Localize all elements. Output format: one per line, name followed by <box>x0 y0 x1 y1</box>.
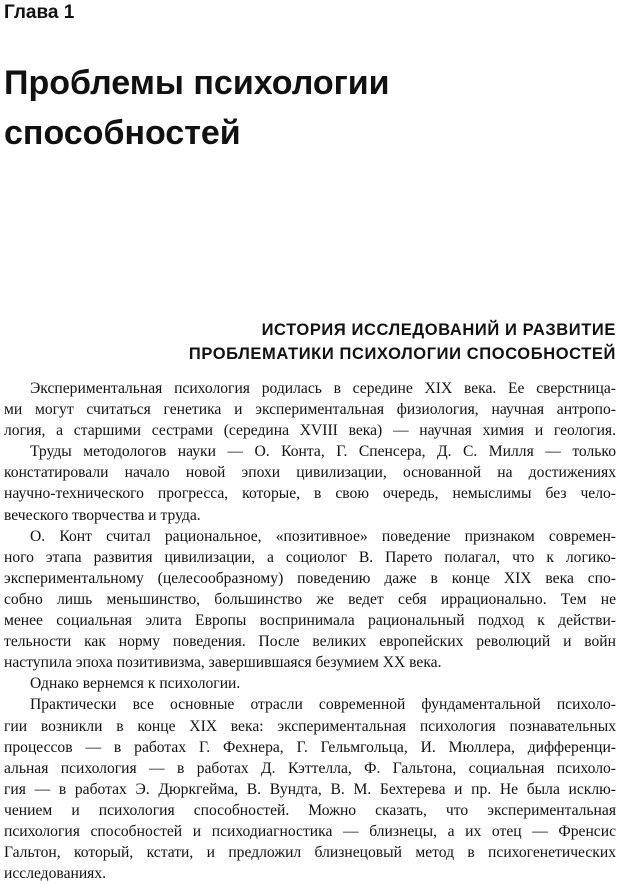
text-line: тельности как норму поведения. После великих европейских революций и войн <box>4 633 616 651</box>
text-line: процессов — в работах Г. Фехнера, Г. Гельмгольца, И. Мюллера, дифференци- <box>4 738 616 756</box>
chapter-title <box>4 58 604 158</box>
text-line: менее социальная элита Европы воспринимала рациональный подход к действи- <box>4 612 616 630</box>
section-heading-line: ИСТОРИЯ ИССЛЕДОВАНИЙ И РАЗВИТИЕ <box>261 321 616 339</box>
text-line: чением и психология способностей. Можно сказать, что экспериментальная <box>4 801 616 819</box>
section-heading-line: ПРОБЛЕМАТИКИ ПСИХОЛОГИИ СПОСОБНОСТЕЙ <box>188 345 616 363</box>
text-line: констатировали начало новой эпохи цивилизации, основанной на достижениях <box>4 464 616 482</box>
text-line: веческого творчества и труда. <box>4 506 201 524</box>
text-line: логия, а старшими сестрами (середина XVIII века) — научная химия и геология. <box>4 422 616 440</box>
chapter-title-line: способностей <box>4 114 241 152</box>
text-line: исследованиях. <box>4 865 107 883</box>
text-line: ного этапа развития цивилизации, а социолог В. Парето полагал, что к логико- <box>4 548 616 566</box>
text-line: Практически все основные отрасли современной фундаментальной психоло- <box>30 696 616 714</box>
text-line: гии возникли в конце XIX века: экспериментальная психология познавательных <box>4 717 616 735</box>
text-line: ми могут считаться генетика и экспериментальная физиология, научная антропо- <box>4 401 616 419</box>
text-line: Труды методологов науки — О. Конта, Г. Спенсера, Д. С. Милля — только <box>30 443 616 461</box>
chapter-label: Глава 1 <box>4 2 75 23</box>
text-line: собно лишь меньшинство, большинство же ведет себя иррационально. Тем не <box>4 590 616 608</box>
text-line: психология способностей и психодиагностика — близнецы, а их отец — Френсис <box>4 822 616 840</box>
chapter-title-line: Проблемы психологии <box>4 64 390 102</box>
text-line: гия — в работах Э. Дюркгейма, В. Вундта, В. М. Бехтерева и пр. Не была исклю- <box>4 780 616 798</box>
text-line: Экспериментальная психология родилась в середине XIX века. Ее сверстница- <box>30 380 616 397</box>
text-line: научно-технического прогресса, которые, в свою очередь, немыслимы без чело- <box>4 485 616 503</box>
text-line: Гальтон, который, кстати, и предложил близнецовый метод в психогенетических <box>4 844 616 862</box>
text-line: Однако вернемся к психологии. <box>30 675 241 693</box>
text-line: наступила эпоха позитивизма, завершившаяся безумием XX века. <box>4 654 442 672</box>
text-line: альная психология — в работах Д. Кэттелла, Ф. Гальтона, социальная психоло- <box>4 759 616 777</box>
text-line: О. Конт считал рациональное, «позитивное» поведение признаком современ- <box>30 527 616 545</box>
text-line: экспериментальному (целесообразному) поведению даже в конце XIX века спо- <box>4 569 616 587</box>
body-text <box>4 378 616 884</box>
section-heading <box>6 318 616 366</box>
